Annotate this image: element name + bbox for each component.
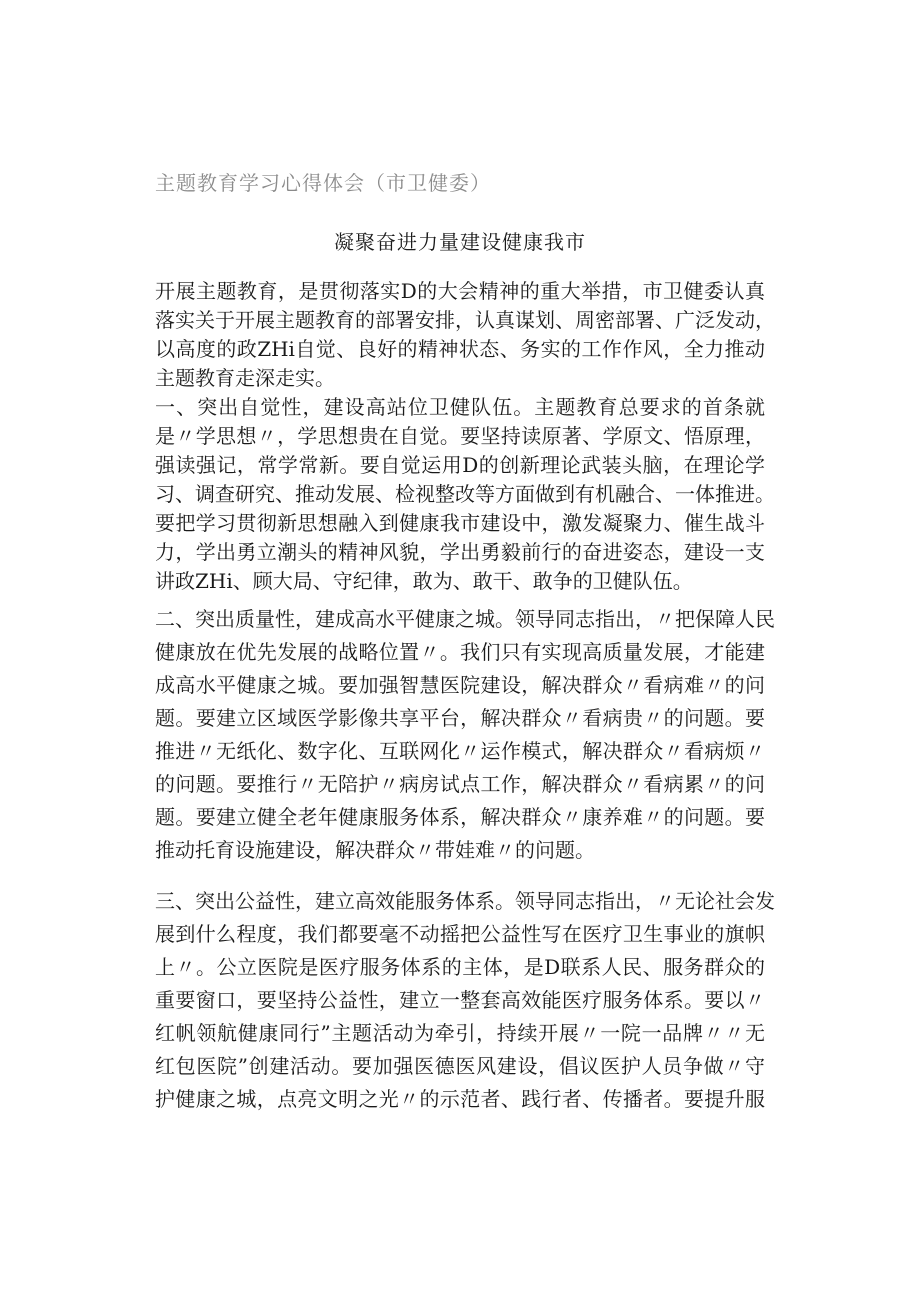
document-main-title: 凝聚奋进力量建设健康我市 bbox=[334, 230, 586, 254]
paragraph-line: 以高度的政ZHi自觉、良好的精神状态、务实的工作作风，全力推动 bbox=[155, 337, 765, 361]
paragraph-line: 三、突出公益性，建立高效能服务体系。领导同志指出，〃无论社会发 bbox=[155, 889, 775, 913]
paragraph-line: 主题教育走深走实。 bbox=[155, 366, 335, 390]
paragraph-line: 要把学习贯彻新思想融入到健康我市建设中，激发凝聚力、催生战斗 bbox=[155, 511, 765, 535]
paragraph-line: 开展主题教育，是贯彻落实D的大会精神的重大举措，市卫健委认真 bbox=[155, 279, 765, 303]
paragraph-line: 红帆领航健康同行”主题活动为牵引，持续开展〃一院一品牌〃〃无 bbox=[155, 1021, 765, 1045]
paragraph-line: 二、突出质量性，建成高水平健康之城。领导同志指出，〃把保障人民 bbox=[155, 607, 775, 631]
paragraph-line: 题。要建立区域医学影像共享平台，解决群众〃看病贵〃的问题。要 bbox=[155, 706, 765, 730]
paragraph-line: 题。要建立健全老年健康服务体系，解决群众〃康养难〃的问题。要 bbox=[155, 805, 765, 829]
paragraph-intro bbox=[155, 277, 775, 393]
paragraph-line: 护健康之城，点亮文明之光〃的示范者、践行者、传播者。要提升服 bbox=[155, 1087, 765, 1111]
paragraph-line: 是〃学思想〃，学思想贵在自觉。要坚持读原著、学原文、悟原理， bbox=[155, 424, 765, 448]
document-header-title: 主题教育学习心得体会（市卫健委） bbox=[155, 171, 491, 195]
paragraph-line: 习、调查研究、推动发展、检视整改等方面做到有机融合、一体推进。 bbox=[155, 482, 775, 506]
paragraph-line: 一、突出自觉性，建设高站位卫健队伍。主题教育总要求的首条就 bbox=[155, 395, 765, 419]
paragraph-line: 推动托育设施建设，解决群众〃带娃难〃的问题。 bbox=[155, 838, 595, 862]
paragraph-line: 展到什么程度，我们都要毫不动摇把公益性写在医疗卫生事业的旗帜 bbox=[155, 922, 765, 946]
paragraph-line: 的问题。要推行〃无陪护〃病房试点工作，解决群众〃看病累〃的问 bbox=[155, 772, 765, 796]
paragraph-line: 力，学出勇立潮头的精神风貌，学出勇毅前行的奋进姿态，建设一支 bbox=[155, 540, 765, 564]
paragraph-line: 强读强记，常学常新。要自觉运用D的创新理论武装头脑，在理论学 bbox=[155, 453, 765, 477]
paragraph-line: 成高水平健康之城。要加强智慧医院建设，解决群众〃看病难〃的问 bbox=[155, 673, 765, 697]
paragraph-line: 重要窗口，要坚持公益性，建立一整套高效能医疗服务体系。要以〃 bbox=[155, 988, 765, 1012]
paragraph-section-1 bbox=[155, 393, 775, 596]
paragraph-line: 健康放在优先发展的战略位置〃。我们只有实现高质量发展，才能建 bbox=[155, 640, 765, 664]
paragraph-line: 落实关于开展主题教育的部署安排，认真谋划、周密部署、广泛发动， bbox=[155, 308, 775, 332]
paragraph-line: 推进〃无纸化、数字化、互联网化〃运作模式，解决群众〃看病烦〃 bbox=[155, 739, 765, 763]
paragraph-section-2 bbox=[155, 603, 775, 867]
paragraph-line: 讲政ZHi、顾大局、守纪律，敢为、敢干、敢争的卫健队伍。 bbox=[155, 569, 693, 593]
paragraph-section-3 bbox=[155, 885, 775, 1116]
paragraph-line: 红包医院”创建活动。要加强医德医风建设，倡议医护人员争做〃守 bbox=[155, 1054, 765, 1078]
paragraph-line: 上〃。公立医院是医疗服务体系的主体，是D联系人民、服务群众的 bbox=[155, 955, 765, 979]
